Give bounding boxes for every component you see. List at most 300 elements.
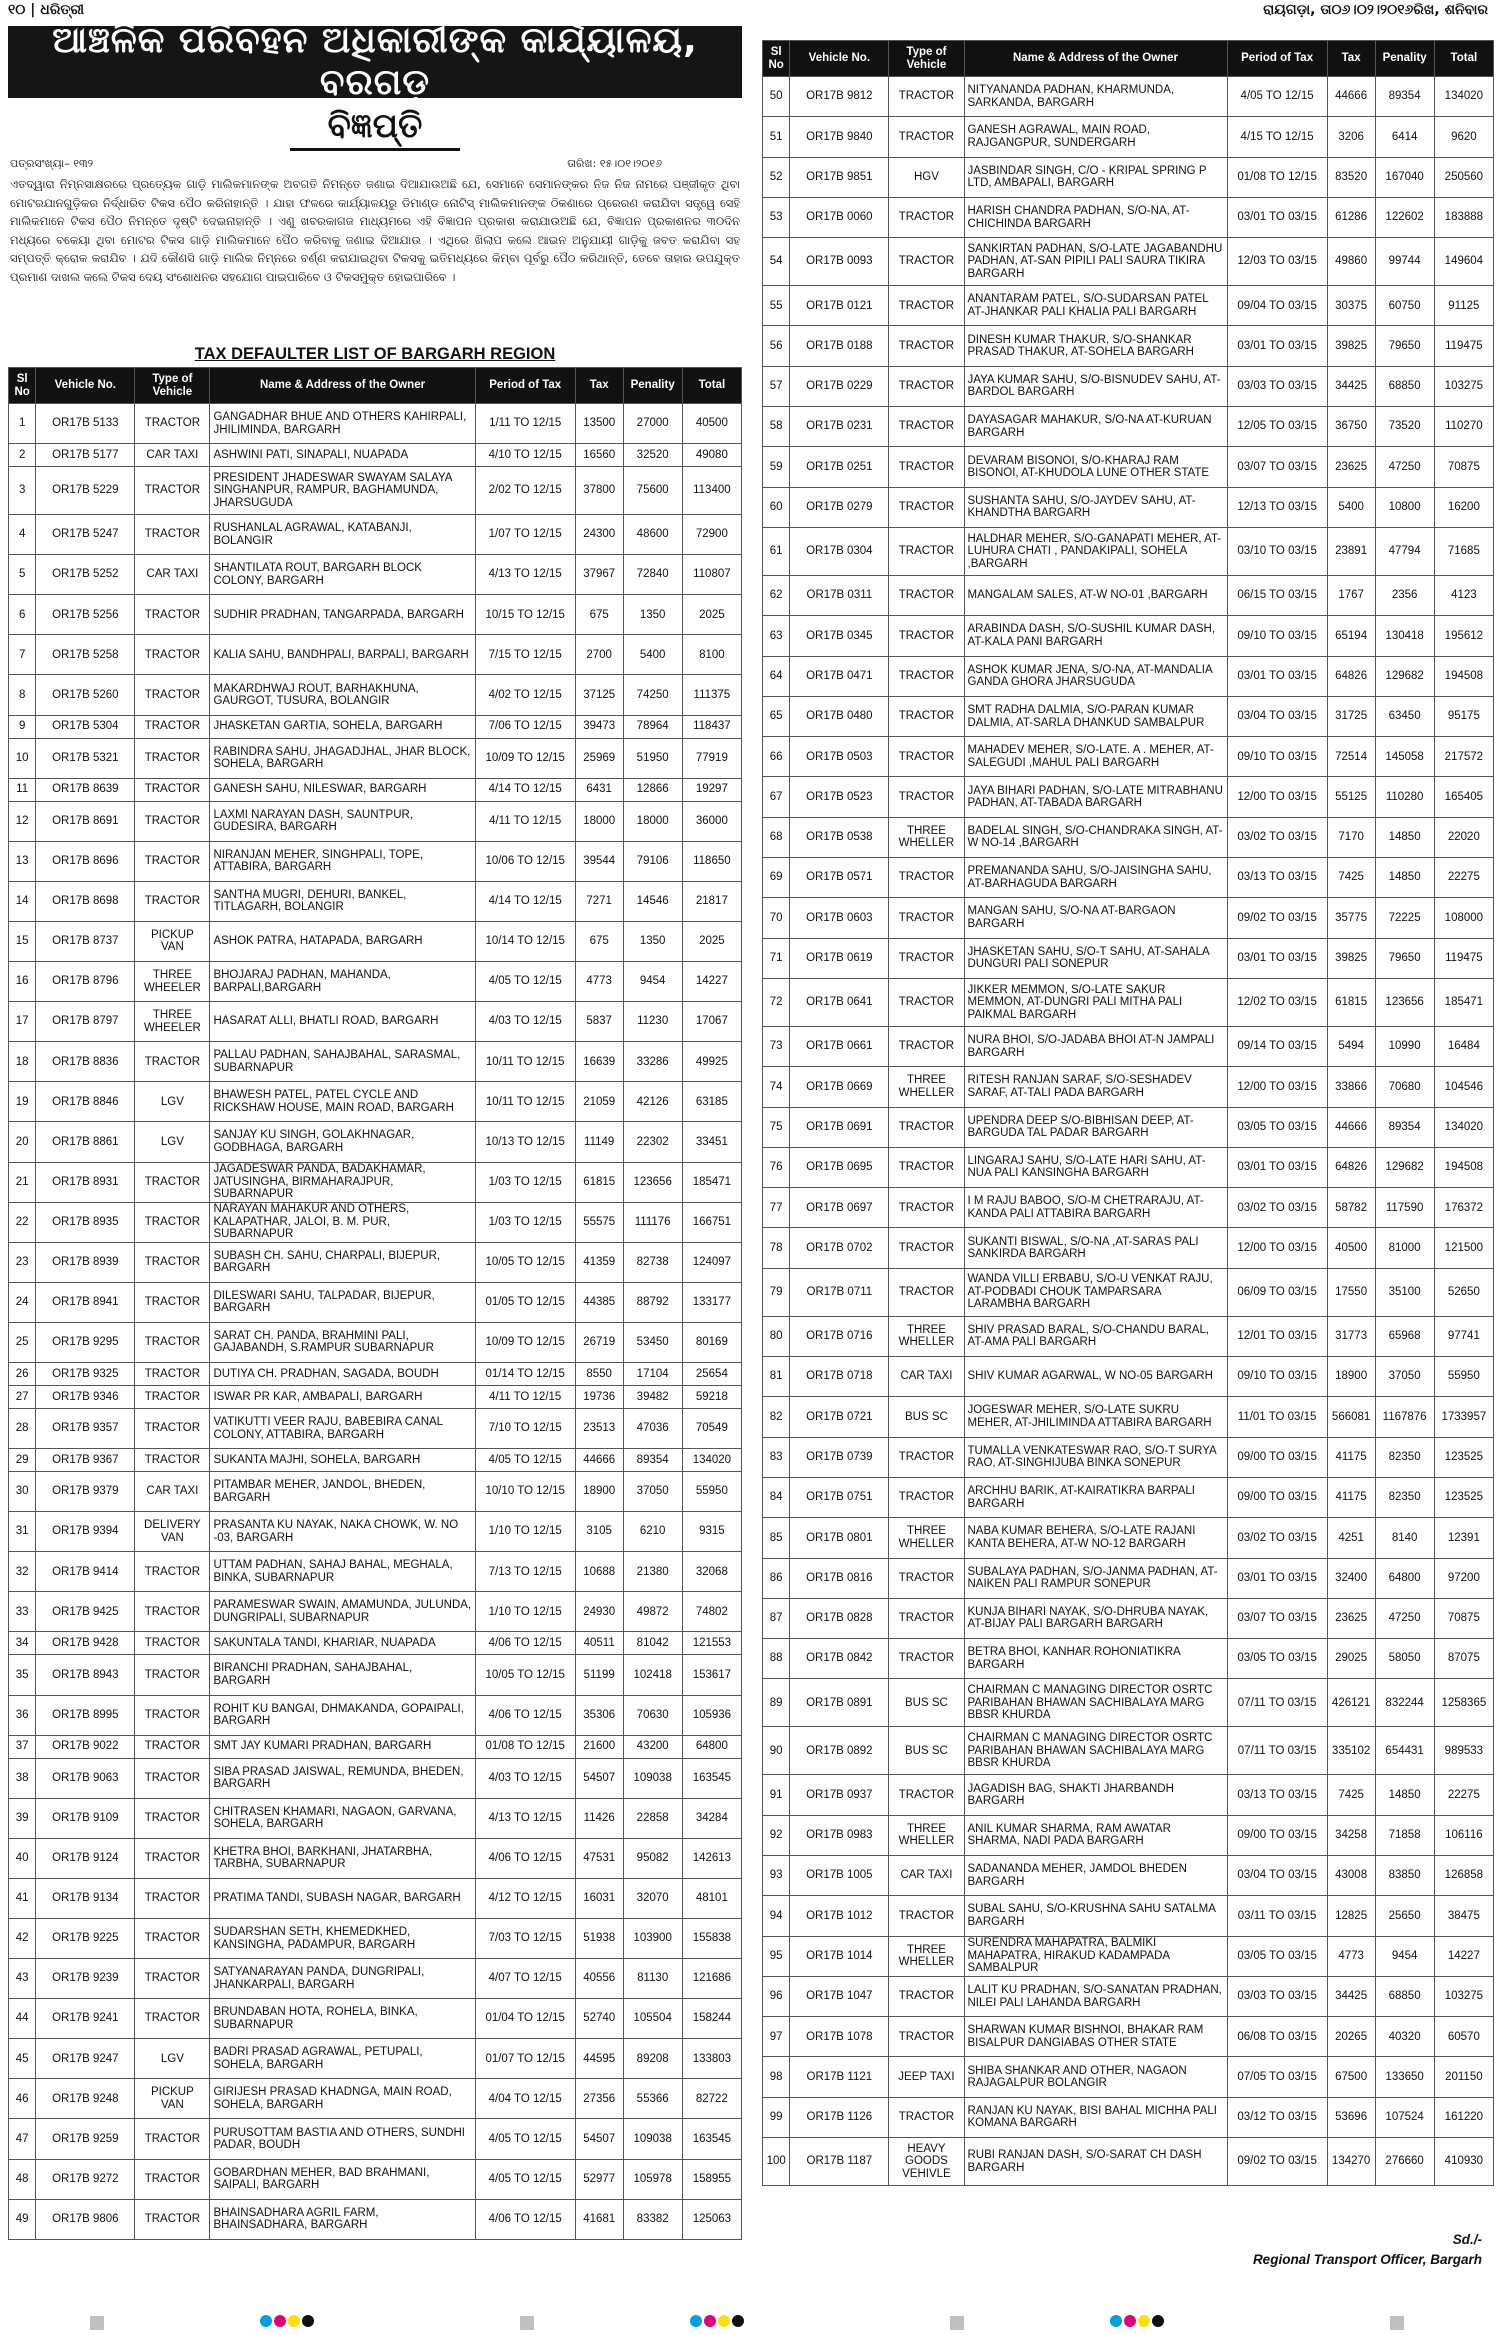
column-header-period: Period of Tax <box>1227 41 1327 77</box>
cell-vehicle-no: OR17B 9239 <box>36 1959 135 1999</box>
table-row <box>9 1999 742 2039</box>
cell-sl: 89 <box>763 1679 790 1727</box>
cell-sl: 28 <box>9 1408 36 1448</box>
cell-tax: 44595 <box>575 2039 623 2079</box>
cell-vehicle-type: TRACTOR <box>889 366 964 406</box>
cell-sl: 36 <box>9 1695 36 1735</box>
column-header-total: Total <box>682 368 741 404</box>
cell-penalty: 33286 <box>623 1042 682 1082</box>
cell-vehicle-type: BUS SC <box>889 1679 964 1727</box>
cell-penalty: 70680 <box>1375 1067 1434 1107</box>
cell-total: 103275 <box>1434 1976 1493 2016</box>
cell-sl: 54 <box>763 238 790 286</box>
table-row <box>763 77 1494 117</box>
cell-total: 158244 <box>682 1999 741 2039</box>
signature-officer: Regional Transport Officer, Bargarh <box>1252 2252 1482 2267</box>
table-row <box>9 1512 742 1552</box>
column-header-penalty: Penality <box>623 368 682 404</box>
cell-sl: 18 <box>9 1042 36 1082</box>
cell-vehicle-no: OR17B 0661 <box>790 1026 889 1066</box>
cell-vehicle-type: TRACTOR <box>889 1268 964 1316</box>
table-row <box>9 1472 742 1512</box>
cell-vehicle-no: OR17B 0060 <box>790 197 889 237</box>
cell-vehicle-type: TRACTOR <box>889 1896 964 1936</box>
cell-total: 48101 <box>682 1878 741 1918</box>
cell-sl: 92 <box>763 1815 790 1855</box>
cell-sl: 31 <box>9 1512 36 1552</box>
cell-vehicle-type: TRACTOR <box>135 1632 210 1655</box>
table-row <box>763 487 1494 527</box>
cell-period: 10/06 TO 12/15 <box>475 841 575 881</box>
cell-sl: 17 <box>9 1002 36 1042</box>
column-header-sl: Sl No <box>763 41 790 77</box>
cell-period: 1/10 TO 12/15 <box>475 1512 575 1552</box>
cell-owner: SHIBA SHANKAR AND OTHER, NAGAON RAJAGALPUR BOLANGIR <box>964 2057 1227 2097</box>
cell-owner: MAKARDHWAJ ROUT, BARHAKHUNA, GAURGOT, TUSURA, BOLANGIR <box>210 675 475 715</box>
cell-sl: 10 <box>9 738 36 778</box>
cell-sl: 7 <box>9 635 36 675</box>
cell-tax: 34425 <box>1327 1976 1375 2016</box>
cell-sl: 65 <box>763 696 790 736</box>
cell-total: 70875 <box>1434 447 1493 487</box>
cell-penalty: 14546 <box>623 881 682 921</box>
cell-penalty: 22858 <box>623 1798 682 1838</box>
cell-penalty: 5400 <box>623 635 682 675</box>
cell-penalty: 123656 <box>1375 978 1434 1026</box>
cell-vehicle-no: OR17B 9851 <box>790 157 889 197</box>
cell-total: 9315 <box>682 1512 741 1552</box>
cell-vehicle-no: OR17B 9225 <box>36 1919 135 1959</box>
table-row <box>763 527 1494 575</box>
cell-owner: JHASKETAN GARTIA, SOHELA, BARGARH <box>210 715 475 738</box>
registration-dot <box>302 2315 314 2327</box>
cell-owner: GANESH AGRAWAL, MAIN ROAD, RAJGANGPUR, SUNDERGARH <box>964 117 1227 157</box>
cell-owner: SANKIRTAN PADHAN, S/O-LATE JAGABANDHU PADHAN, AT-SAN PIPILI PALI SAURA TIKIRA BARGARH <box>964 238 1227 286</box>
table-row <box>9 1322 742 1362</box>
cell-vehicle-no: OR17B 0603 <box>790 898 889 938</box>
cell-vehicle-no: OR17B 1187 <box>790 2138 889 2186</box>
cell-sl: 69 <box>763 858 790 898</box>
cell-vehicle-no: OR17B 0471 <box>790 656 889 696</box>
cell-sl: 23 <box>9 1242 36 1282</box>
cell-total: 123525 <box>1434 1437 1493 1477</box>
cell-owner: SADANANDA MEHER, JAMDOL BHEDEN BARGARH <box>964 1855 1227 1895</box>
cell-vehicle-no: OR17B 0751 <box>790 1477 889 1517</box>
table-row <box>9 675 742 715</box>
cell-vehicle-no: OR17B 0311 <box>790 575 889 615</box>
cell-owner: CHITRASEN KHAMARI, NAGAON, GARVANA, SOHELA, BARGARH <box>210 1798 475 1838</box>
cell-penalty: 111176 <box>623 1202 682 1242</box>
cell-total: 185471 <box>682 1162 741 1202</box>
cell-period: 4/15 TO 12/15 <box>1227 117 1327 157</box>
cell-total: 158955 <box>682 2159 741 2199</box>
cell-owner: GANGADHAR BHUE AND OTHERS KAHIRPALI, JHILIMINDA, BARGARH <box>210 404 475 444</box>
cell-sl: 16 <box>9 962 36 1002</box>
cell-penalty: 167040 <box>1375 157 1434 197</box>
cell-sl: 67 <box>763 777 790 817</box>
cell-vehicle-type: TRACTOR <box>135 2199 210 2239</box>
cell-vehicle-no: OR17B 5229 <box>36 467 135 515</box>
cell-period: 03/05 TO 03/15 <box>1227 1639 1327 1679</box>
cell-period: 4/05 TO 12/15 <box>1227 77 1327 117</box>
table-row <box>9 1735 742 1758</box>
cell-tax: 44666 <box>575 1449 623 1472</box>
cell-sl: 20 <box>9 1122 36 1162</box>
cell-vehicle-no: OR17B 0801 <box>790 1518 889 1558</box>
cell-tax: 2700 <box>575 635 623 675</box>
cell-owner: RUBI RANJAN DASH, S/O-SARAT CH DASH BARGARH <box>964 2138 1227 2186</box>
cell-period: 01/08 TO 12/15 <box>475 1735 575 1758</box>
cell-penalty: 83850 <box>1375 1855 1434 1895</box>
cell-total: 133177 <box>682 1282 741 1322</box>
cell-vehicle-type: TRACTOR <box>889 575 964 615</box>
table-row <box>763 1855 1494 1895</box>
table-row <box>9 1838 742 1878</box>
cell-owner: GIRIJESH PRASAD KHADNGA, MAIN ROAD, SOHELA, BARGARH <box>210 2079 475 2119</box>
cell-total: 14227 <box>682 962 741 1002</box>
cell-period: 4/14 TO 12/15 <box>475 778 575 801</box>
cell-total: 16200 <box>1434 487 1493 527</box>
cell-vehicle-type: PICKUP VAN <box>135 921 210 961</box>
cell-vehicle-no: OR17B 0739 <box>790 1437 889 1477</box>
cell-vehicle-no: OR17B 8836 <box>36 1042 135 1082</box>
cell-tax: 25969 <box>575 738 623 778</box>
cell-penalty: 32070 <box>623 1878 682 1918</box>
cell-vehicle-type: TRACTOR <box>135 1242 210 1282</box>
cell-tax: 21600 <box>575 1735 623 1758</box>
notice-heading: ବିଜ୍ଞପ୍ତି <box>290 104 460 151</box>
cell-period: 03/01 TO 03/15 <box>1227 197 1327 237</box>
cell-vehicle-no: OR17B 1012 <box>790 1896 889 1936</box>
cell-owner: LALIT KU PRADHAN, S/O-SANATAN PRADHAN, NILEI PALI LAHANDA BARGARH <box>964 1976 1227 2016</box>
cell-owner: JHASKETAN SAHU, S/O-T SAHU, AT-SAHALA DUNGURI PALI SONEPUR <box>964 938 1227 978</box>
table-row <box>9 1385 742 1408</box>
cell-vehicle-no: OR17B 5177 <box>36 444 135 467</box>
cell-total: 1258365 <box>1434 1679 1493 1727</box>
cell-vehicle-type: TRACTOR <box>889 777 964 817</box>
cell-period: 01/04 TO 12/15 <box>475 1999 575 2039</box>
cell-sl: 82 <box>763 1397 790 1437</box>
cell-vehicle-no: OR17B 9357 <box>36 1408 135 1448</box>
cell-vehicle-type: BUS SC <box>889 1727 964 1775</box>
cell-vehicle-no: OR17B 9248 <box>36 2079 135 2119</box>
table-row <box>763 117 1494 157</box>
cell-vehicle-type: TRACTOR <box>135 738 210 778</box>
cell-penalty: 109038 <box>623 1758 682 1798</box>
cell-vehicle-no: OR17B 0538 <box>790 817 889 857</box>
page-number-label: ୧୦ | ଧରିତ୍ରୀ <box>8 2 85 18</box>
cell-sl: 22 <box>9 1202 36 1242</box>
cell-vehicle-no: OR17B 5256 <box>36 595 135 635</box>
cell-period: 06/15 TO 03/15 <box>1227 575 1327 615</box>
cell-penalty: 64800 <box>1375 1558 1434 1598</box>
cell-sl: 3 <box>9 467 36 515</box>
cell-total: 34284 <box>682 1798 741 1838</box>
cell-sl: 32 <box>9 1552 36 1592</box>
cell-sl: 68 <box>763 817 790 857</box>
cell-owner: JASBINDAR SINGH, C/O - KRIPAL SPRING P LTD, AMBAPALI, BARGARH <box>964 157 1227 197</box>
cell-vehicle-type: TRACTOR <box>889 117 964 157</box>
cell-period: 10/05 TO 12/15 <box>475 1242 575 1282</box>
cell-total: 194508 <box>1434 1147 1493 1187</box>
cell-penalty: 1350 <box>623 921 682 961</box>
cell-period: 09/10 TO 03/15 <box>1227 737 1327 777</box>
table-row <box>9 1878 742 1918</box>
cell-tax: 40500 <box>1327 1228 1375 1268</box>
cell-vehicle-no: OR17B 0093 <box>790 238 889 286</box>
cell-sl: 30 <box>9 1472 36 1512</box>
cell-vehicle-no: OR17B 8931 <box>36 1162 135 1202</box>
cell-total: 12391 <box>1434 1518 1493 1558</box>
cell-total: 103275 <box>1434 366 1493 406</box>
cell-tax: 44666 <box>1327 77 1375 117</box>
cell-total: 40500 <box>682 404 741 444</box>
table-row <box>9 1798 742 1838</box>
cell-tax: 39825 <box>1327 938 1375 978</box>
cell-tax: 17550 <box>1327 1268 1375 1316</box>
cell-vehicle-type: TRACTOR <box>135 801 210 841</box>
cell-vehicle-no: OR17B 8861 <box>36 1122 135 1162</box>
table-row <box>9 1632 742 1655</box>
cell-penalty: 70630 <box>623 1695 682 1735</box>
cell-sl: 76 <box>763 1147 790 1187</box>
cell-owner: PRESIDENT JHADESWAR SWAYAM SALAYA SINGHANPUR, RAMPUR, BAGHAMUNDA, JHARSUGUDA <box>210 467 475 515</box>
cell-vehicle-no: OR17B 8941 <box>36 1282 135 1322</box>
cell-vehicle-type: TRACTOR <box>889 1558 964 1598</box>
cell-penalty: 79106 <box>623 841 682 881</box>
table-row <box>763 1639 1494 1679</box>
cell-sl: 1 <box>9 404 36 444</box>
cell-owner: BETRA BHOI, KANHAR ROHONIATIKRA BARGARH <box>964 1639 1227 1679</box>
table-row <box>763 1437 1494 1477</box>
cell-total: 4123 <box>1434 575 1493 615</box>
cell-penalty: 145058 <box>1375 737 1434 777</box>
cell-vehicle-no: OR17B 5252 <box>36 555 135 595</box>
cell-sl: 60 <box>763 487 790 527</box>
cell-total: 49080 <box>682 444 741 467</box>
registration-dot <box>260 2315 272 2327</box>
cell-vehicle-no: OR17B 1047 <box>790 1976 889 2016</box>
cell-sl: 13 <box>9 841 36 881</box>
table-row <box>763 1397 1494 1437</box>
cell-tax: 675 <box>575 921 623 961</box>
cell-penalty: 35100 <box>1375 1268 1434 1316</box>
cell-total: 71685 <box>1434 527 1493 575</box>
cell-period: 12/00 TO 03/15 <box>1227 1228 1327 1268</box>
cell-sl: 2 <box>9 444 36 467</box>
cell-owner: SURENDRA MAHAPATRA, BALMIKI MAHAPATRA, HIRAKUD KADAMPADA SAMBALPUR <box>964 1936 1227 1976</box>
cell-vehicle-type: TRACTOR <box>135 1408 210 1448</box>
registration-dot <box>704 2315 716 2327</box>
cell-vehicle-type: TRACTOR <box>889 407 964 447</box>
cell-penalty: 73520 <box>1375 407 1434 447</box>
cell-owner: JAGADISH BAG, SHAKTI JHARBANDH BARGARH <box>964 1775 1227 1815</box>
cell-period: 1/03 TO 12/15 <box>475 1202 575 1242</box>
cell-period: 12/01 TO 03/15 <box>1227 1316 1327 1356</box>
cell-sl: 38 <box>9 1758 36 1798</box>
cell-tax: 35306 <box>575 1695 623 1735</box>
cell-vehicle-type: TRACTOR <box>135 2159 210 2199</box>
cell-tax: 41175 <box>1327 1437 1375 1477</box>
registration-dot <box>690 2315 702 2327</box>
cell-vehicle-type: TRACTOR <box>135 1695 210 1735</box>
cell-vehicle-type: TRACTOR <box>135 1552 210 1592</box>
cell-total: 134020 <box>682 1449 741 1472</box>
cell-total: 77919 <box>682 738 741 778</box>
cell-owner: RITESH RANJAN SARAF, S/O-SESHADEV SARAF, AT-TALI PADA BARGARH <box>964 1067 1227 1107</box>
cell-total: 118437 <box>682 715 741 738</box>
cell-tax: 40556 <box>575 1959 623 1999</box>
cell-vehicle-type: CAR TAXI <box>135 555 210 595</box>
cell-period: 03/01 TO 03/15 <box>1227 938 1327 978</box>
cell-tax: 49860 <box>1327 238 1375 286</box>
page-header <box>0 0 1500 22</box>
office-banner: ଆଞ୍ଚଳିକ ପରିବହନ ଅଧିକାରୀଙ୍କ କାର୍ଯ୍ୟାଳୟ, ବରଗଡ଼ <box>8 26 742 98</box>
cell-total: 250560 <box>1434 157 1493 197</box>
cell-tax: 4251 <box>1327 1518 1375 1558</box>
column-header-penalty: Penality <box>1375 41 1434 77</box>
cell-vehicle-no: OR17B 9812 <box>790 77 889 117</box>
cell-vehicle-type: TRACTOR <box>889 2017 964 2057</box>
cell-tax: 335102 <box>1327 1727 1375 1775</box>
cell-period: 1/07 TO 12/15 <box>475 515 575 555</box>
cell-total: 87075 <box>1434 1639 1493 1679</box>
cell-total: 153617 <box>682 1655 741 1695</box>
cell-tax: 53696 <box>1327 2097 1375 2137</box>
table-row <box>9 467 742 515</box>
cell-vehicle-no: OR17B 8797 <box>36 1002 135 1042</box>
cell-owner: SMT RADHA DALMIA, S/O-PARAN KUMAR DALMIA, AT-SARLA DHANKUD SAMBALPUR <box>964 696 1227 736</box>
cell-vehicle-type: TRACTOR <box>889 1147 964 1187</box>
tax-table-right-body <box>763 77 1494 2186</box>
cell-vehicle-no: OR17B 9394 <box>36 1512 135 1552</box>
table-row <box>763 1228 1494 1268</box>
cell-period: 09/10 TO 03/15 <box>1227 1357 1327 1397</box>
cell-vehicle-type: THREE WHEELER <box>135 1002 210 1042</box>
cell-period: 12/00 TO 03/15 <box>1227 777 1327 817</box>
cell-tax: 58782 <box>1327 1188 1375 1228</box>
cell-total: 72900 <box>682 515 741 555</box>
column-header-total: Total <box>1434 41 1493 77</box>
cell-penalty: 39482 <box>623 1385 682 1408</box>
cell-period: 10/15 TO 12/15 <box>475 595 575 635</box>
table-row <box>763 1775 1494 1815</box>
cell-sl: 74 <box>763 1067 790 1107</box>
cell-total: 106116 <box>1434 1815 1493 1855</box>
cell-period: 09/00 TO 03/15 <box>1227 1477 1327 1517</box>
cell-owner: DINESH KUMAR THAKUR, S/O-SHANKAR PRASAD THAKUR, AT-SOHELA BARGARH <box>964 326 1227 366</box>
cell-sl: 34 <box>9 1632 36 1655</box>
cell-owner: ASHOK KUMAR JENA, S/O-NA, AT-MANDALIA GANDA GHORA JHARSUGUDA <box>964 656 1227 696</box>
cell-total: 2025 <box>682 595 741 635</box>
cell-vehicle-no: OR17B 9109 <box>36 1798 135 1838</box>
cell-penalty: 8140 <box>1375 1518 1434 1558</box>
cell-sl: 15 <box>9 921 36 961</box>
cell-period: 7/15 TO 12/15 <box>475 635 575 675</box>
table-row <box>9 962 742 1002</box>
cell-period: 10/05 TO 12/15 <box>475 1655 575 1695</box>
cell-vehicle-type: TRACTOR <box>135 675 210 715</box>
cell-total: 142613 <box>682 1838 741 1878</box>
cell-sl: 58 <box>763 407 790 447</box>
cell-total: 155838 <box>682 1919 741 1959</box>
cell-tax: 5400 <box>1327 487 1375 527</box>
cell-vehicle-no: OR17B 1078 <box>790 2017 889 2057</box>
cell-period: 03/05 TO 03/15 <box>1227 1936 1327 1976</box>
cell-sl: 86 <box>763 1558 790 1598</box>
cell-total: 36000 <box>682 801 741 841</box>
cell-period: 4/06 TO 12/15 <box>475 2199 575 2239</box>
cell-total: 16484 <box>1434 1026 1493 1066</box>
cell-vehicle-type: TRACTOR <box>889 938 964 978</box>
cell-owner: DILESWARI SAHU, TALPADAR, BIJEPUR, BARGARH <box>210 1282 475 1322</box>
cell-owner: RABINDRA SAHU, JHAGADJHAL, JHAR BLOCK, SOHELA, BARGARH <box>210 738 475 778</box>
cell-sl: 59 <box>763 447 790 487</box>
cell-period: 03/13 TO 03/15 <box>1227 858 1327 898</box>
cell-owner: SHARWAN KUMAR BISHNOI, BHAKAR RAM BISALPUR DANGIABAS OTHER STATE <box>964 2017 1227 2057</box>
cell-vehicle-no: OR17B 0828 <box>790 1598 889 1638</box>
cell-penalty: 99744 <box>1375 238 1434 286</box>
cell-tax: 3206 <box>1327 117 1375 157</box>
cell-total: 105936 <box>682 1695 741 1735</box>
cell-penalty: 78964 <box>623 715 682 738</box>
cell-sl: 64 <box>763 656 790 696</box>
cell-penalty: 51950 <box>623 738 682 778</box>
table-row <box>9 1449 742 1472</box>
cell-vehicle-type: TRACTOR <box>889 1639 964 1679</box>
cell-vehicle-no: OR17B 0711 <box>790 1268 889 1316</box>
cell-vehicle-type: TRACTOR <box>889 487 964 527</box>
reference-row <box>8 155 742 175</box>
registration-dot <box>1110 2315 1122 2327</box>
table-row <box>763 616 1494 656</box>
cell-total: 410930 <box>1434 2138 1493 2186</box>
cell-owner: SUBAL SAHU, S/O-KRUSHNA SAHU SATALMA BARGARH <box>964 1896 1227 1936</box>
column-header-owner: Name & Address of the Owner <box>210 368 475 404</box>
table-row <box>763 1518 1494 1558</box>
cell-total: 123525 <box>1434 1477 1493 1517</box>
cell-owner: VATIKUTTI VEER RAJU, BABEBIRA CANAL COLONY, ATTABIRA, BARGARH <box>210 1408 475 1448</box>
cell-penalty: 88792 <box>623 1282 682 1322</box>
registration-dot <box>1152 2315 1164 2327</box>
cell-vehicle-type: TRACTOR <box>889 1107 964 1147</box>
cell-vehicle-no: OR17B 9325 <box>36 1362 135 1385</box>
left-column <box>8 20 742 2240</box>
cell-vehicle-type: CAR TAXI <box>889 1855 964 1895</box>
cell-owner: JOGESWAR MEHER, S/O-LATE SUKRU MEHER, AT-JHILIMINDA ATTABIRA BARGARH <box>964 1397 1227 1437</box>
cell-sl: 90 <box>763 1727 790 1775</box>
cell-owner: SUSHANTA SAHU, S/O-JAYDEV SAHU, AT-KHANDTHA BARGARH <box>964 487 1227 527</box>
cell-vehicle-no: OR17B 8935 <box>36 1202 135 1242</box>
table-row <box>9 2039 742 2079</box>
column-header-period: Period of Tax <box>475 368 575 404</box>
cell-tax: 27356 <box>575 2079 623 2119</box>
cell-period: 03/01 TO 03/15 <box>1227 656 1327 696</box>
table-row <box>763 737 1494 777</box>
cell-tax: 37967 <box>575 555 623 595</box>
cell-penalty: 27000 <box>623 404 682 444</box>
tax-table-left-body <box>9 404 742 2240</box>
table-row <box>9 1202 742 1242</box>
cell-period: 2/02 TO 12/15 <box>475 467 575 515</box>
cell-penalty: 110280 <box>1375 777 1434 817</box>
cell-owner: BADELAL SINGH, S/O-CHANDRAKA SINGH, AT-W NO-14 ,BARGARH <box>964 817 1227 857</box>
cell-owner: CHAIRMAN C MANAGING DIRECTOR OSRTC PARIBAHAN BHAWAN SACHIBALAYA MARG BBSR KHURDA <box>964 1727 1227 1775</box>
table-row <box>9 801 742 841</box>
cell-owner: I M RAJU BABOO, S/O-M CHETRARAJU, AT-KANDA PALI ATTABIRA BARGARH <box>964 1188 1227 1228</box>
right-column <box>762 40 1494 2186</box>
cell-sl: 73 <box>763 1026 790 1066</box>
